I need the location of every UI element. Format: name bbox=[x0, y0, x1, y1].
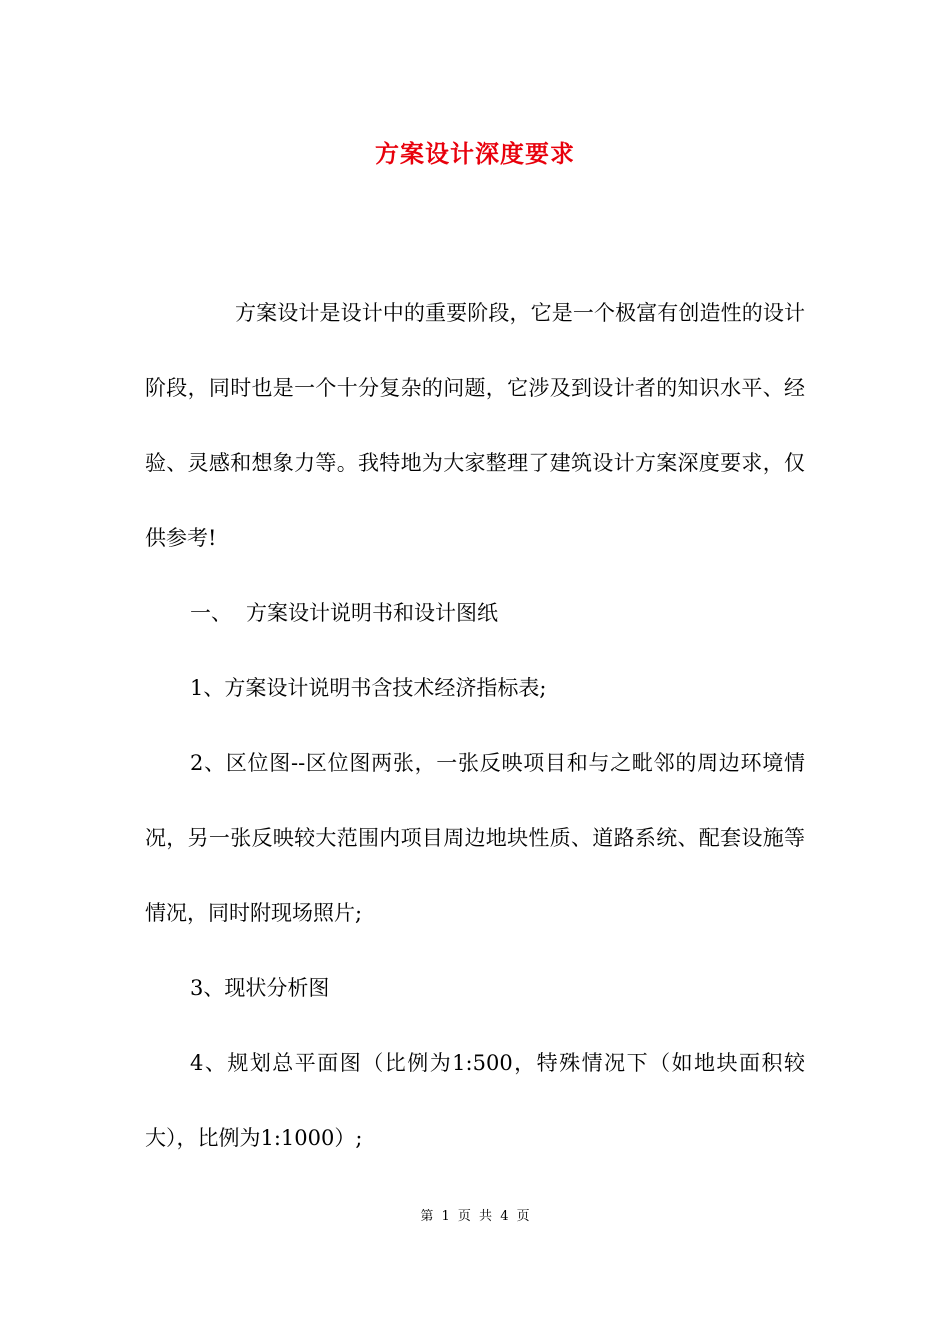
document-title: 方案设计深度要求 bbox=[375, 139, 575, 168]
list-item-3: 3、现状分析图 bbox=[190, 976, 330, 1000]
section-heading bbox=[145, 576, 805, 651]
intro-paragraph: 方案设计是设计中的重要阶段，它是一个极富有创造性的设计阶段，同时也是一个十分复杂的问题，它涉及到设计者的知识水平、经验、灵感和想象力等。我特地为大家整理了建筑设计方案深度要求，仅供参考! bbox=[145, 301, 805, 550]
document-body bbox=[145, 276, 805, 1176]
page-footer: 第 1 页 共 4 页 bbox=[420, 1209, 530, 1224]
section-heading-number: 一、 bbox=[190, 601, 232, 625]
list-item-4: 4、规划总平面图（比例为1:500，特殊情况下（如地块面积较大），比例为1:1000）; bbox=[145, 1051, 805, 1150]
list-item-1: 1、方案设计说明书含技术经济指标表; bbox=[190, 676, 547, 700]
list-item-2: 2、区位图--区位图两张，一张反映项目和与之毗邻的周边环境情况，另一张反映较大范围内项目周边地块性质、道路系统、配套设施等情况，同时附现场照片; bbox=[145, 751, 805, 925]
section-heading-text: 方案设计说明书和设计图纸 bbox=[246, 601, 498, 625]
